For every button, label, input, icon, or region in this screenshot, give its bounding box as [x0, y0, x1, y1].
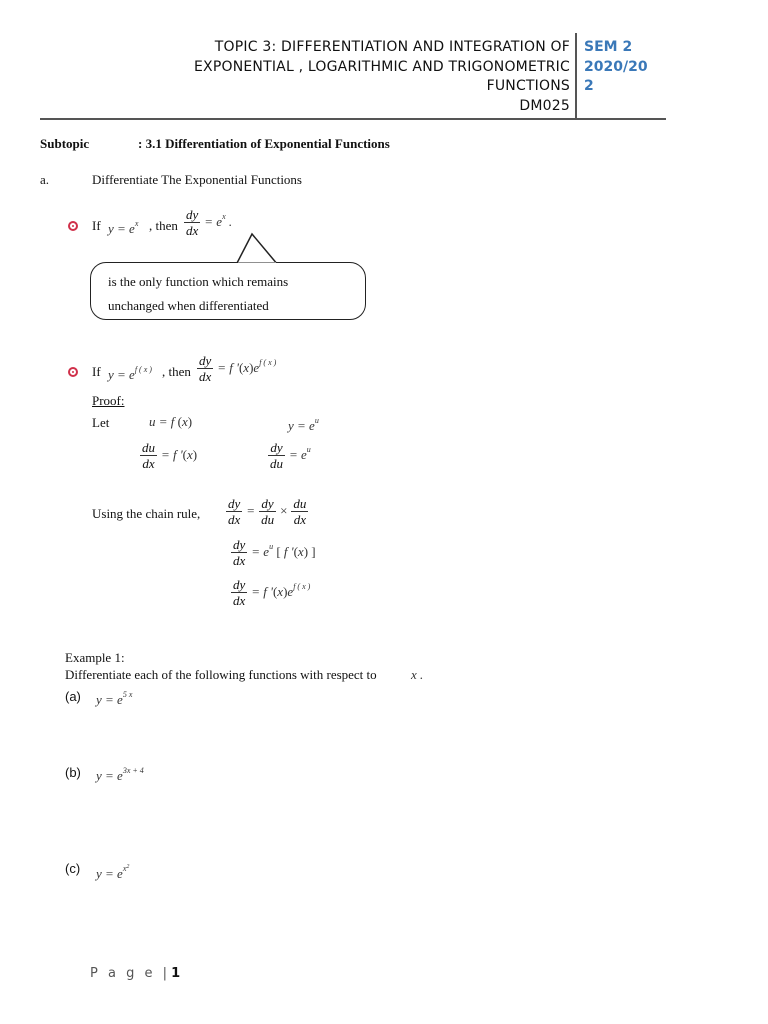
example-part-c-function: $y = e^{x^2}$	[96, 864, 130, 881]
page-number: 1	[171, 966, 181, 981]
semester-line-3: 2	[584, 78, 594, 94]
proof-dy-du: $\frac{dy}{du}$ = $e^u$	[270, 440, 311, 471]
example-part-a-label: (a)	[65, 689, 81, 704]
topic-title-line-1: TOPIC 3: DIFFERENTIATION AND INTEGRATION OF	[214, 39, 570, 55]
section-marker: a.	[40, 172, 50, 187]
rule1-result: $\frac{dy}{dx}$ = $e^x$ .	[186, 207, 233, 238]
topic-title-line-2: EXPONENTIAL , LOGARITHMIC AND TRIGONOMETRIC	[194, 58, 570, 75]
example-part-b-label: (b)	[65, 765, 81, 780]
callout-text	[108, 270, 288, 318]
semester-line-1: SEM 2	[584, 39, 633, 55]
rule1-condition: $y = e^x$	[108, 219, 139, 236]
topic-title-line-4: DM025	[519, 97, 570, 114]
chain-rule-step-1: $\frac{dy}{dx}$ = $\frac{dy}{du}$ × $\frac{du}{dx}$	[228, 496, 307, 527]
page-label: P a g e	[90, 966, 156, 981]
example-variable: x .	[411, 667, 424, 682]
proof-label: Proof:	[92, 393, 125, 408]
rule2-result: $\frac{dy}{dx}$ = f '$(x)e^{f ( x )}$	[199, 353, 277, 384]
callout-line-1: is the only function which remains	[108, 274, 289, 289]
example-part-a-function: $y = e^{5 x}$	[96, 690, 133, 707]
page-separator: |	[162, 966, 172, 981]
chain-rule-label: Using the chain rule,	[92, 506, 201, 521]
rule2-condition: $y = e^{f ( x )}$	[108, 365, 152, 382]
rule1-if: If	[92, 218, 101, 233]
example-instruction: Differentiate each of the following functions with respect to	[65, 667, 377, 682]
page-footer	[90, 966, 180, 981]
section-heading: Differentiate The Exponential Functions	[92, 172, 302, 187]
rule2-then: , then	[162, 364, 191, 379]
subtopic-title: : 3.1 Differentiation of Exponential Functions	[138, 136, 390, 151]
example-part-b-function: $y = e^{3x + 4}$	[96, 766, 144, 783]
example-title: Example 1:	[65, 650, 125, 665]
example-part-c-label: (c)	[65, 861, 81, 876]
semester-line-2: 2020/20	[584, 58, 648, 75]
subtopic-label: Subtopic	[40, 136, 90, 151]
proof-du-dx: $\frac{du}{dx}$ = f '(x)	[142, 440, 198, 471]
callout-line-2: unchanged when differentiated	[108, 298, 269, 313]
proof-u-definition: u = f (x)	[149, 414, 193, 429]
chain-rule-step-2: $\frac{dy}{dx}$ = $e^u$ [ f '(x) ]	[233, 537, 316, 568]
proof-let: Let	[92, 415, 110, 430]
topic-title-line-3: FUNCTIONS	[486, 78, 570, 94]
chain-rule-step-3: $\frac{dy}{dx}$ = f '$(x)e^{f ( x )}$	[233, 577, 311, 608]
bullet-icon	[68, 367, 78, 377]
rule1-then: , then	[149, 218, 178, 233]
proof-y-definition: $y = e^u$	[288, 416, 319, 433]
rule2-if: If	[92, 364, 101, 379]
